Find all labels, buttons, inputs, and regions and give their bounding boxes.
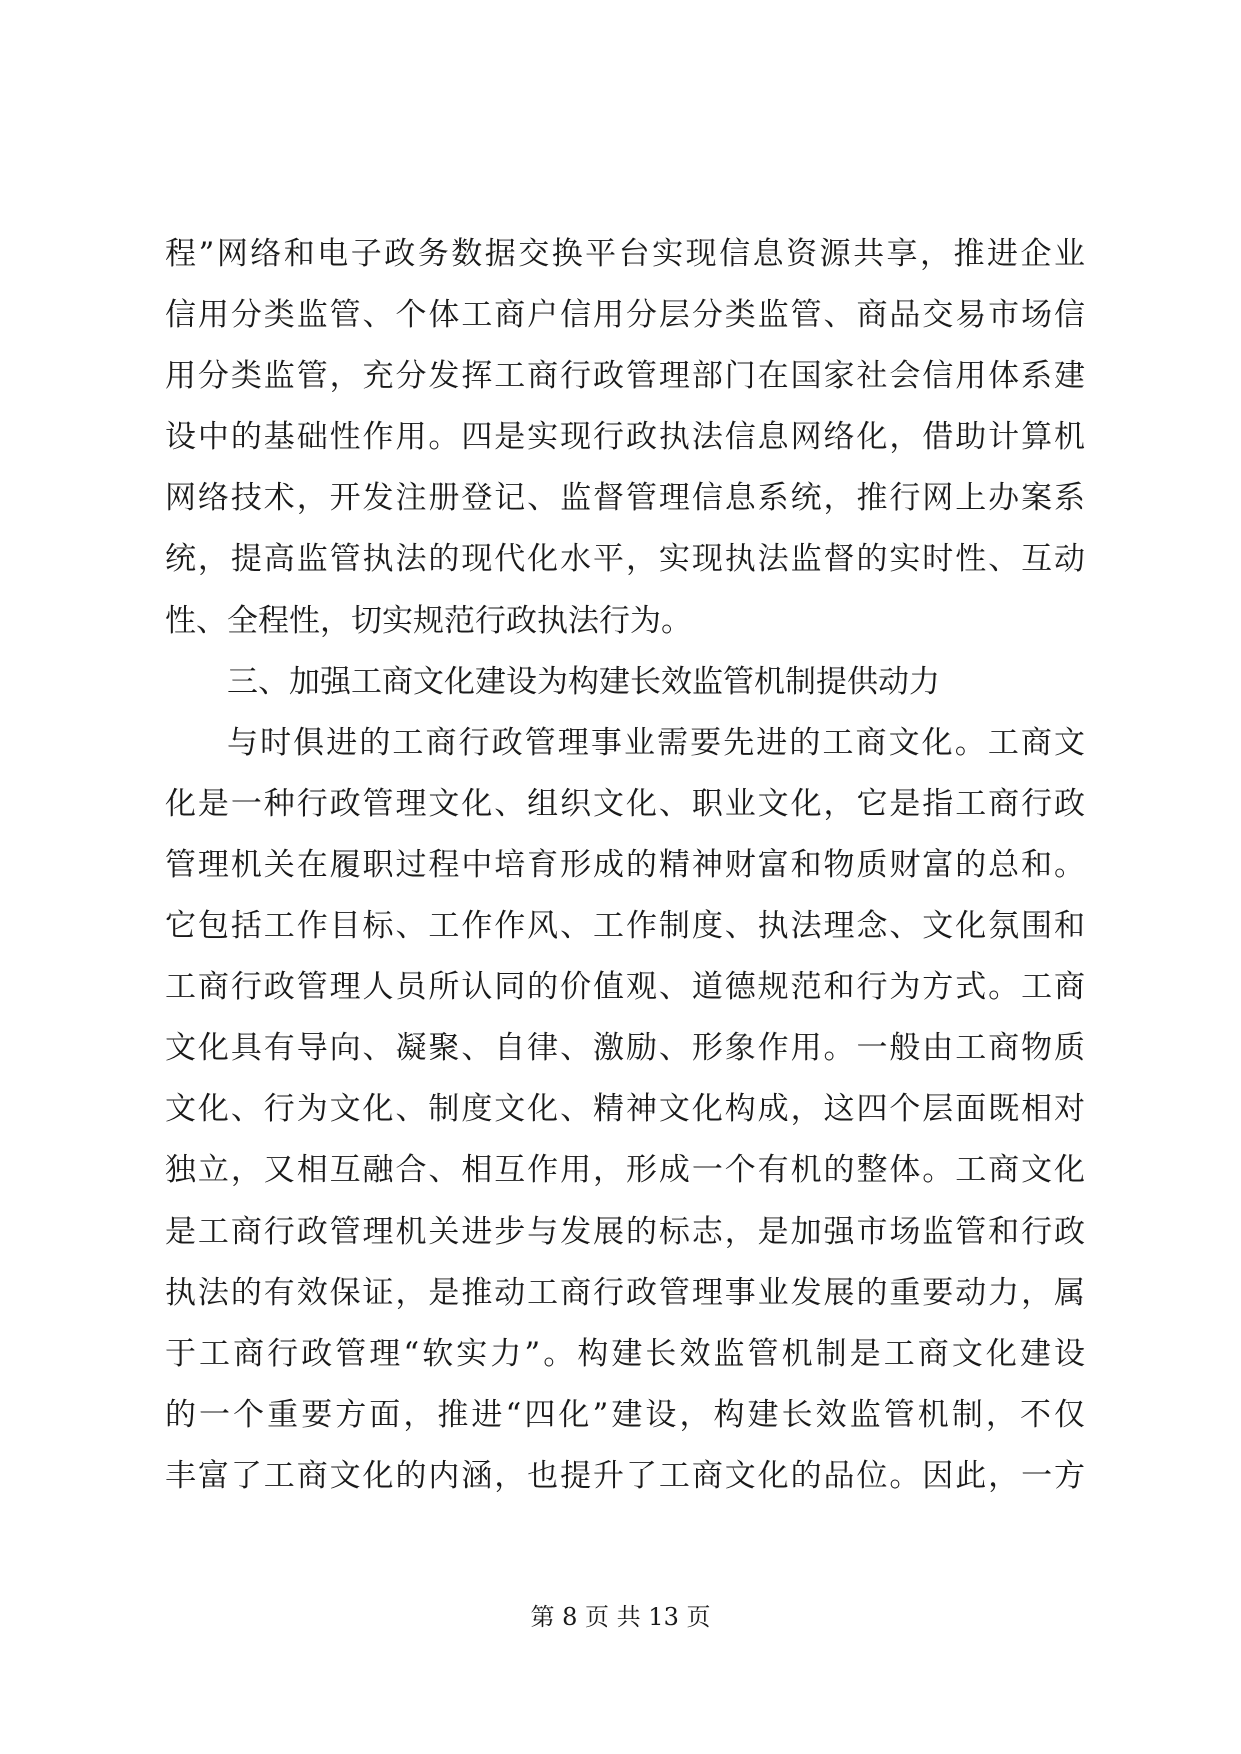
page-footer: 第 8 页 共 13 页: [530, 1603, 711, 1631]
text-line: 丰富了工商文化的内涵，也提升了工商文化的品位。因此，一方: [165, 1457, 1085, 1494]
text-line: 信用分类监管、个体工商户信用分层分类监管、商品交易市场信: [165, 297, 1085, 334]
text-line: 程”网络和电子政务数据交换平台实现信息资源共享，推进企业: [165, 236, 1085, 272]
text-line: 工商行政管理人员所认同的价值观、道德规范和行为方式。工商: [165, 969, 1085, 1006]
text-line: 统，提高监管执法的现代化水平，实现执法监督的实时性、互动: [165, 541, 1085, 578]
text-line: 用分类监管，充分发挥工商行政管理部门在国家社会信用体系建: [165, 358, 1085, 395]
text-line: 性、全程性，切实规范行政执法行为。: [165, 602, 692, 639]
text-line: 执法的有效保证，是推动工商行政管理事业发展的重要动力，属: [165, 1274, 1085, 1311]
text-line: 独立，又相互融合、相互作用，形成一个有机的整体。工商文化: [165, 1152, 1085, 1189]
text-line: 它包括工作目标、工作作风、工作制度、执法理念、文化氛围和: [165, 908, 1085, 945]
text-line: 是工商行政管理机关进步与发展的标志，是加强市场监管和行政: [165, 1213, 1085, 1250]
section-heading: 三、加强工商文化建设为构建长效监管机制提供动力: [227, 663, 940, 700]
text-line: 化是一种行政管理文化、组织文化、职业文化，它是指工商行政: [165, 785, 1085, 822]
text-line: 文化、行为文化、制度文化、精神文化构成，这四个层面既相对: [165, 1091, 1085, 1128]
text-line: 设中的基础性作用。四是实现行政执法信息网络化，借助计算机: [165, 419, 1085, 456]
body-text: [165, 224, 1085, 1507]
text-line: 网络技术，开发注册登记、监督管理信息系统，推行网上办案系: [165, 480, 1085, 517]
text-line: 管理机关在履职过程中培育形成的精神财富和物质财富的总和。: [165, 846, 1085, 883]
text-line: 于工商行政管理“软实力”。构建长效监管机制是工商文化建设: [165, 1335, 1085, 1372]
text-line: 的一个重要方面，推进“四化”建设，构建长效监管机制，不仅: [165, 1396, 1085, 1433]
text-line: 与时俱进的工商行政管理事业需要先进的工商文化。工商文: [227, 724, 1085, 761]
text-line: 文化具有导向、凝聚、自律、激励、形象作用。一般由工商物质: [165, 1030, 1085, 1067]
